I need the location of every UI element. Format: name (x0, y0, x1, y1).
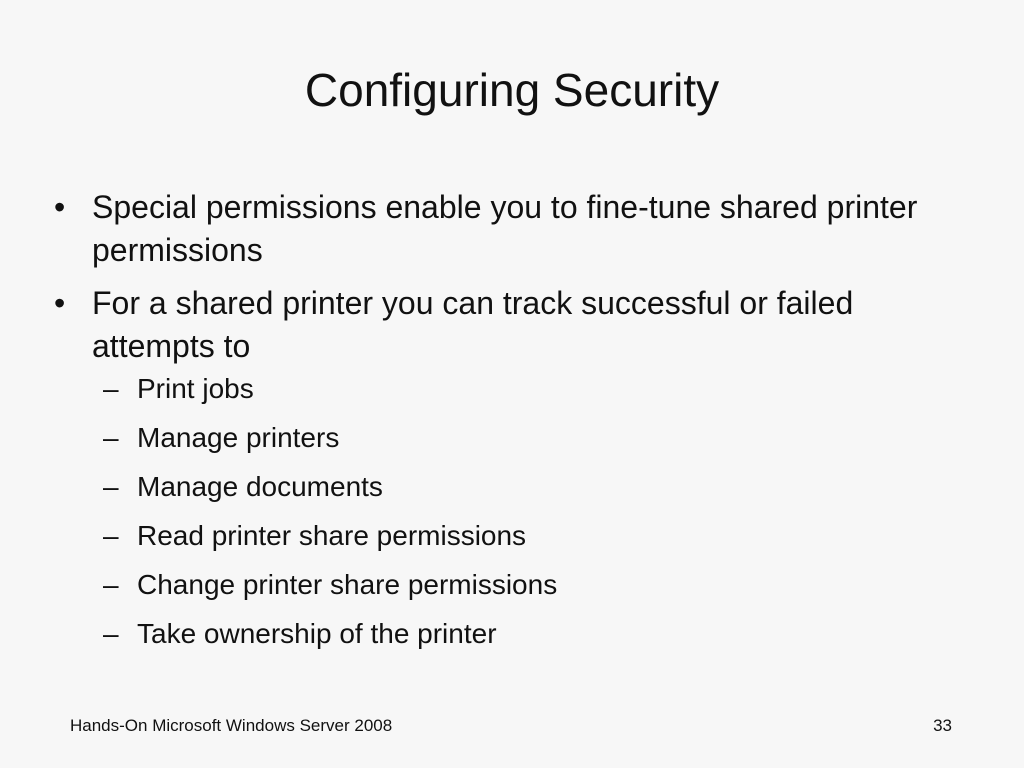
slide-title: Configuring Security (304, 64, 720, 116)
sub-item-text: Change printer share permissions (137, 569, 558, 600)
dash-marker: – (103, 471, 119, 502)
page-number: 33 (933, 716, 952, 735)
dash-marker: – (103, 373, 119, 404)
sub-item-text: Manage printers (137, 422, 340, 453)
sub-item (103, 468, 942, 505)
sub-item-text: Print jobs (137, 373, 254, 404)
bullet-marker: • (54, 189, 66, 225)
sub-item (103, 517, 942, 554)
dash-marker: – (103, 569, 119, 600)
sub-item (103, 566, 942, 603)
dash-marker: – (103, 520, 119, 551)
bullet-marker: • (54, 285, 66, 321)
dash-marker: – (103, 618, 119, 649)
bullet-item (54, 186, 942, 272)
sub-item (103, 419, 942, 456)
footer-course-title: Hands-On Microsoft Windows Server 2008 (70, 716, 393, 735)
sub-item (103, 370, 942, 407)
bullet-text: For a shared printer you can track successful or failed attempts to (92, 285, 854, 364)
sub-item (103, 615, 942, 652)
sub-item-text: Manage documents (137, 471, 383, 502)
bullet-text: Special permissions enable you to fine-tune shared printer permissions (92, 189, 918, 268)
dash-marker: – (103, 422, 119, 453)
bullet-item (54, 282, 942, 652)
sub-item-text: Read printer share permissions (137, 520, 527, 551)
sub-list (92, 370, 942, 652)
bullet-list (0, 186, 1024, 664)
sub-item-text: Take ownership of the printer (137, 618, 497, 649)
